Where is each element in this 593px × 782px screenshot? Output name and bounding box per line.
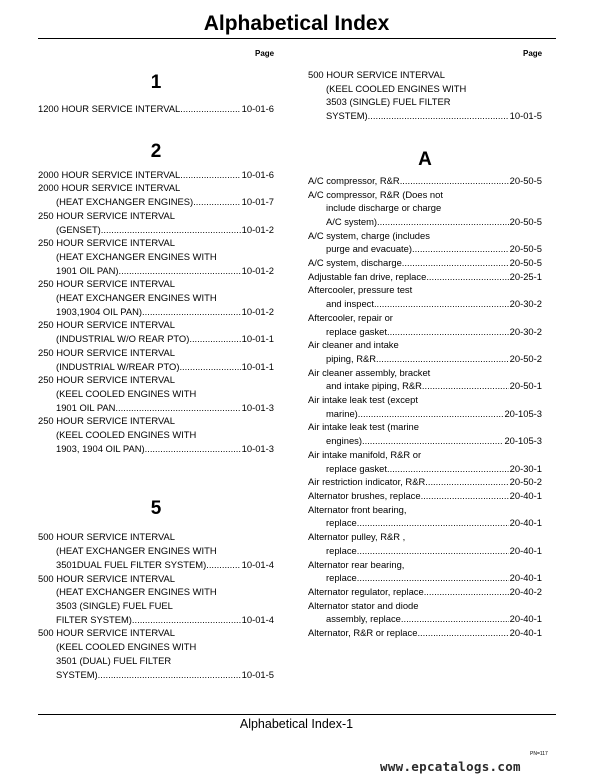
entry-text: 1903, 1904 OIL PAN) bbox=[56, 442, 145, 454]
dot-leader bbox=[426, 270, 508, 284]
entry-text: 1903,1904 OIL PAN) bbox=[56, 305, 142, 317]
entry-last-line bbox=[308, 325, 542, 339]
dot-leader bbox=[362, 434, 504, 448]
entry-last-line bbox=[308, 407, 542, 421]
index-entry bbox=[38, 168, 274, 182]
entry-text-line: 500 HOUR SERVICE INTERVAL bbox=[38, 627, 176, 639]
entry-last-line bbox=[308, 297, 542, 311]
entry-last-line bbox=[38, 401, 274, 415]
index-entry bbox=[308, 338, 542, 365]
entry-text: replace bbox=[326, 544, 357, 556]
dot-leader bbox=[368, 109, 509, 123]
dot-leader bbox=[402, 256, 509, 270]
entry-text-line: 250 HOUR SERVICE INTERVAL bbox=[38, 237, 176, 249]
entry-last-line bbox=[38, 332, 274, 346]
entry-last-line bbox=[308, 612, 542, 626]
page-reference: 20-30-1 bbox=[509, 462, 542, 474]
entry-text: replace gasket bbox=[326, 325, 387, 337]
entry-text-line: 250 HOUR SERVICE INTERVAL bbox=[38, 209, 176, 221]
entry-last-line bbox=[38, 264, 274, 278]
page-reference: 20-40-1 bbox=[509, 613, 542, 625]
page-reference: 10-01-6 bbox=[241, 168, 274, 180]
entry-last-line bbox=[308, 585, 542, 599]
dot-leader bbox=[421, 489, 509, 503]
entry-text-line: Air cleaner and intake bbox=[308, 339, 399, 351]
index-entry bbox=[38, 236, 274, 277]
dot-leader bbox=[357, 544, 509, 558]
dot-leader bbox=[142, 305, 241, 319]
entry-text: A/C system, discharge bbox=[308, 257, 402, 269]
page-reference: 20-50-5 bbox=[509, 243, 542, 255]
index-entry bbox=[38, 318, 274, 345]
entry-last-line bbox=[38, 613, 274, 627]
entry-last-line bbox=[308, 352, 542, 366]
entry-last-line bbox=[308, 174, 542, 188]
index-entry bbox=[308, 489, 542, 503]
dot-leader bbox=[180, 102, 240, 116]
dot-leader bbox=[422, 379, 509, 393]
entry-text: SYSTEM) bbox=[56, 668, 98, 680]
index-entry bbox=[308, 448, 542, 475]
entry-text-line: A/C compressor, R&R (Does not bbox=[308, 188, 443, 200]
page-reference: 10-01-4 bbox=[241, 613, 274, 625]
entry-text-line: Air cleaner assembly, bracket bbox=[308, 366, 431, 378]
entry-text-line: 250 HOUR SERVICE INTERVAL bbox=[38, 374, 176, 386]
entry-last-line bbox=[308, 215, 542, 229]
entry-last-line bbox=[308, 256, 542, 270]
entry-text: Alternator brushes, replace bbox=[308, 489, 421, 501]
watermark: www.epcatalogs.com bbox=[380, 759, 521, 774]
page-reference: 10-01-7 bbox=[241, 196, 274, 208]
dot-leader bbox=[412, 242, 509, 256]
entry-text-line: Aftercooler, repair or bbox=[308, 311, 393, 323]
page-reference: 10-01-3 bbox=[241, 442, 274, 454]
entry-text: 1901 OIL PAN bbox=[56, 401, 116, 413]
page-reference: 10-01-5 bbox=[509, 110, 542, 122]
index-entry bbox=[308, 256, 542, 270]
entry-text-line: Alternator pulley, R&R , bbox=[308, 531, 406, 543]
dot-leader bbox=[132, 613, 241, 627]
page-reference: 20-40-2 bbox=[509, 585, 542, 597]
entry-last-line bbox=[308, 516, 542, 530]
index-entry bbox=[38, 626, 274, 681]
entry-last-line bbox=[308, 242, 542, 256]
entry-text: replace bbox=[326, 517, 357, 529]
dot-leader bbox=[179, 360, 240, 374]
index-entry bbox=[308, 283, 542, 310]
entry-last-line bbox=[38, 558, 274, 572]
index-entry bbox=[308, 68, 542, 123]
entry-text-line: (HEAT EXCHANGER ENGINES WITH bbox=[56, 545, 217, 557]
page-reference: 20-50-5 bbox=[509, 174, 542, 186]
index-entry bbox=[38, 530, 274, 571]
index-entry bbox=[308, 311, 542, 338]
page-reference: 10-01-4 bbox=[241, 558, 274, 570]
page-reference: 10-01-2 bbox=[241, 264, 274, 276]
index-entry bbox=[308, 270, 542, 284]
entry-text: marine) bbox=[326, 407, 358, 419]
entry-last-line bbox=[308, 571, 542, 585]
dot-leader bbox=[189, 332, 240, 346]
page-footer: Alphabetical Index-1 bbox=[239, 717, 354, 731]
page-reference: 10-01-6 bbox=[241, 103, 274, 114]
page-reference: 20-40-1 bbox=[509, 627, 542, 639]
index-entry bbox=[38, 209, 274, 236]
page-reference: 20-30-2 bbox=[509, 325, 542, 337]
dot-leader bbox=[374, 297, 509, 311]
entry-text: (GENSET) bbox=[56, 223, 101, 235]
dot-leader bbox=[119, 264, 241, 278]
entry-text-line: 3501 (DUAL) FUEL FILTER bbox=[56, 654, 172, 666]
page-reference: 20-105-3 bbox=[504, 435, 542, 447]
entry-last-line bbox=[38, 305, 274, 319]
dot-leader bbox=[387, 462, 509, 476]
entry-text-line: Alternator rear bearing, bbox=[308, 558, 405, 570]
dot-leader bbox=[206, 558, 240, 572]
entry-text-line: 250 HOUR SERVICE INTERVAL bbox=[38, 415, 176, 427]
entry-last-line bbox=[308, 475, 542, 489]
index-entry bbox=[308, 558, 542, 585]
entry-last-line bbox=[38, 168, 274, 182]
entry-text-line: Air intake leak test (marine bbox=[308, 421, 419, 433]
dot-leader bbox=[401, 612, 509, 626]
entry-text-line: 500 HOUR SERVICE INTERVAL bbox=[38, 531, 176, 543]
footer-rule bbox=[38, 714, 556, 715]
entry-text-line: A/C system, charge (includes bbox=[308, 229, 430, 241]
index-entry bbox=[308, 599, 542, 626]
entry-text: Alternator regulator, replace bbox=[308, 585, 424, 597]
entry-text: piping, R&R bbox=[326, 352, 377, 364]
index-column-left bbox=[38, 72, 274, 681]
entry-text-line: 3503 (SINGLE) FUEL FUEL bbox=[56, 599, 173, 611]
section-heading: A bbox=[418, 148, 432, 170]
index-entry bbox=[308, 475, 542, 489]
title-rule bbox=[38, 38, 556, 39]
entry-text: 2000 HOUR SERVICE INTERVAL bbox=[38, 168, 181, 180]
entry-text: SYSTEM) bbox=[326, 110, 368, 122]
page-column-label-right: Page bbox=[523, 49, 543, 58]
entry-text: Air restriction indicator, R&R bbox=[308, 476, 426, 488]
entry-last-line bbox=[308, 270, 542, 284]
entry-text: engines) bbox=[326, 435, 362, 447]
entry-text: 3501DUAL FUEL FILTER SYSTEM) bbox=[56, 558, 207, 570]
entry-text-line: Aftercooler, pressure test bbox=[308, 284, 413, 296]
page-reference: 20-25-1 bbox=[509, 270, 542, 282]
entry-text: (INDUSTRIAL W/REAR PTO) bbox=[56, 360, 180, 372]
dot-leader bbox=[377, 215, 509, 229]
entry-text: A/C compressor, R&R bbox=[308, 174, 400, 186]
dot-leader bbox=[425, 475, 508, 489]
dot-leader bbox=[424, 585, 509, 599]
entry-text: Adjustable fan drive, replace bbox=[308, 270, 427, 282]
page-reference: 10-01-3 bbox=[241, 401, 274, 413]
entry-text-line: 500 HOUR SERVICE INTERVAL bbox=[38, 572, 176, 584]
entry-last-line bbox=[308, 109, 542, 123]
dot-leader bbox=[145, 442, 241, 456]
page-reference: 20-40-1 bbox=[509, 489, 542, 501]
page-reference: 10-01-2 bbox=[241, 305, 274, 317]
dot-leader bbox=[358, 407, 504, 421]
page-title: Alphabetical Index bbox=[203, 12, 390, 35]
index-entry bbox=[308, 585, 542, 599]
dot-leader bbox=[376, 352, 509, 366]
part-number: PN=117 bbox=[530, 751, 548, 757]
entry-text-line: (KEEL COOLED ENGINES WITH bbox=[326, 82, 467, 94]
section-heading: 1 bbox=[150, 72, 162, 93]
entry-text-line: 500 HOUR SERVICE INTERVAL bbox=[308, 69, 446, 80]
index-entry bbox=[38, 181, 274, 208]
page-reference: 20-50-2 bbox=[509, 352, 542, 364]
dot-leader bbox=[193, 195, 240, 209]
section-heading: 5 bbox=[150, 498, 162, 520]
page-reference: 20-40-1 bbox=[509, 517, 542, 529]
entry-text: 1200 HOUR SERVICE INTERVAL bbox=[38, 103, 181, 114]
entry-last-line bbox=[38, 668, 274, 682]
dot-leader bbox=[180, 168, 240, 182]
entry-last-line bbox=[308, 626, 542, 640]
entry-text: assembly, replace bbox=[326, 613, 401, 625]
index-entry bbox=[308, 530, 542, 557]
entry-last-line bbox=[38, 223, 274, 237]
entry-text: A/C system) bbox=[326, 215, 378, 227]
entry-text-line: Air intake manifold, R&R or bbox=[308, 448, 422, 460]
entry-text-line: Alternator stator and diode bbox=[308, 599, 419, 611]
index-entry bbox=[308, 503, 542, 530]
entry-last-line bbox=[308, 544, 542, 558]
entry-text-line: include discharge or charge bbox=[326, 202, 442, 214]
entry-text-line: (HEAT EXCHANGER ENGINES WITH bbox=[56, 586, 217, 598]
page-reference: 20-50-5 bbox=[509, 257, 542, 269]
dot-leader bbox=[417, 626, 508, 640]
page-reference: 10-01-1 bbox=[241, 333, 274, 345]
entry-text-line: 2000 HOUR SERVICE INTERVAL bbox=[38, 182, 181, 194]
page-reference: 20-40-1 bbox=[509, 544, 542, 556]
entry-text: FILTER SYSTEM) bbox=[56, 613, 132, 625]
index-entry bbox=[38, 572, 274, 627]
entry-text-line: 250 HOUR SERVICE INTERVAL bbox=[38, 319, 176, 331]
entry-text-line: Alternator front bearing, bbox=[308, 503, 407, 515]
entry-last-line bbox=[308, 489, 542, 503]
page-reference: 20-40-1 bbox=[509, 572, 542, 584]
entry-text-line: (KEEL COOLED ENGINES WITH bbox=[56, 641, 197, 653]
index-entry bbox=[38, 102, 274, 116]
page-reference: 20-105-3 bbox=[504, 407, 542, 419]
entry-text: 1901 OIL PAN) bbox=[56, 264, 119, 276]
index-entry bbox=[308, 420, 542, 447]
entry-text: replace gasket bbox=[326, 462, 387, 474]
entry-text-line: (HEAT EXCHANGER ENGINES WITH bbox=[56, 250, 217, 262]
entry-last-line bbox=[38, 102, 274, 116]
index-entry bbox=[38, 277, 274, 318]
entry-text: replace bbox=[326, 572, 357, 584]
dot-leader bbox=[357, 516, 509, 530]
page-reference: 10-01-1 bbox=[241, 360, 274, 372]
dot-leader bbox=[387, 325, 509, 339]
page-reference: 20-50-1 bbox=[509, 380, 542, 392]
index-entry bbox=[38, 346, 274, 373]
entry-last-line bbox=[38, 360, 274, 374]
page-reference: 20-30-2 bbox=[509, 298, 542, 310]
index-entry bbox=[308, 229, 542, 256]
index-entry bbox=[308, 188, 542, 229]
page-reference: 10-01-5 bbox=[241, 668, 274, 680]
entry-text-line: 250 HOUR SERVICE INTERVAL bbox=[38, 346, 176, 358]
index-entry bbox=[308, 174, 542, 188]
entry-last-line bbox=[38, 442, 274, 456]
entry-text-line: (KEEL COOLED ENGINES WITH bbox=[56, 387, 197, 399]
entry-text-line: Air intake leak test (except bbox=[308, 394, 418, 406]
entry-last-line bbox=[308, 434, 542, 448]
index-entry bbox=[308, 626, 542, 640]
index-entry bbox=[308, 366, 542, 393]
entry-text: (HEAT EXCHANGER ENGINES) bbox=[56, 196, 194, 208]
page-column-label-left: Page bbox=[255, 49, 275, 58]
dot-leader bbox=[101, 223, 241, 237]
dot-leader bbox=[357, 571, 509, 585]
page-reference: 20-50-2 bbox=[509, 476, 542, 488]
index-column-right bbox=[308, 68, 542, 640]
entry-text: purge and evacuate) bbox=[326, 243, 413, 255]
entry-text: and intake piping, R&R bbox=[326, 380, 422, 392]
entry-last-line bbox=[308, 379, 542, 393]
entry-text-line: (KEEL COOLED ENGINES WITH bbox=[56, 429, 197, 441]
section-heading: 2 bbox=[150, 140, 162, 162]
entry-text-line: 250 HOUR SERVICE INTERVAL bbox=[38, 278, 176, 290]
entry-text: Alternator, R&R or replace bbox=[308, 627, 418, 639]
dot-leader bbox=[98, 668, 241, 682]
entry-last-line bbox=[308, 462, 542, 476]
entry-text-line: (HEAT EXCHANGER ENGINES WITH bbox=[56, 292, 217, 304]
dot-leader bbox=[115, 401, 240, 415]
entry-text: (INDUSTRIAL W/O REAR PTO) bbox=[56, 333, 190, 345]
index-entry bbox=[38, 414, 274, 455]
entry-text-line: 3503 (SINGLE) FUEL FILTER bbox=[326, 96, 451, 108]
page-reference: 20-50-5 bbox=[509, 215, 542, 227]
page-reference: 10-01-2 bbox=[241, 223, 274, 235]
entry-last-line bbox=[38, 195, 274, 209]
entry-text: and inspect bbox=[326, 298, 374, 310]
index-entry bbox=[308, 393, 542, 420]
index-entry bbox=[38, 373, 274, 414]
dot-leader bbox=[400, 174, 509, 188]
